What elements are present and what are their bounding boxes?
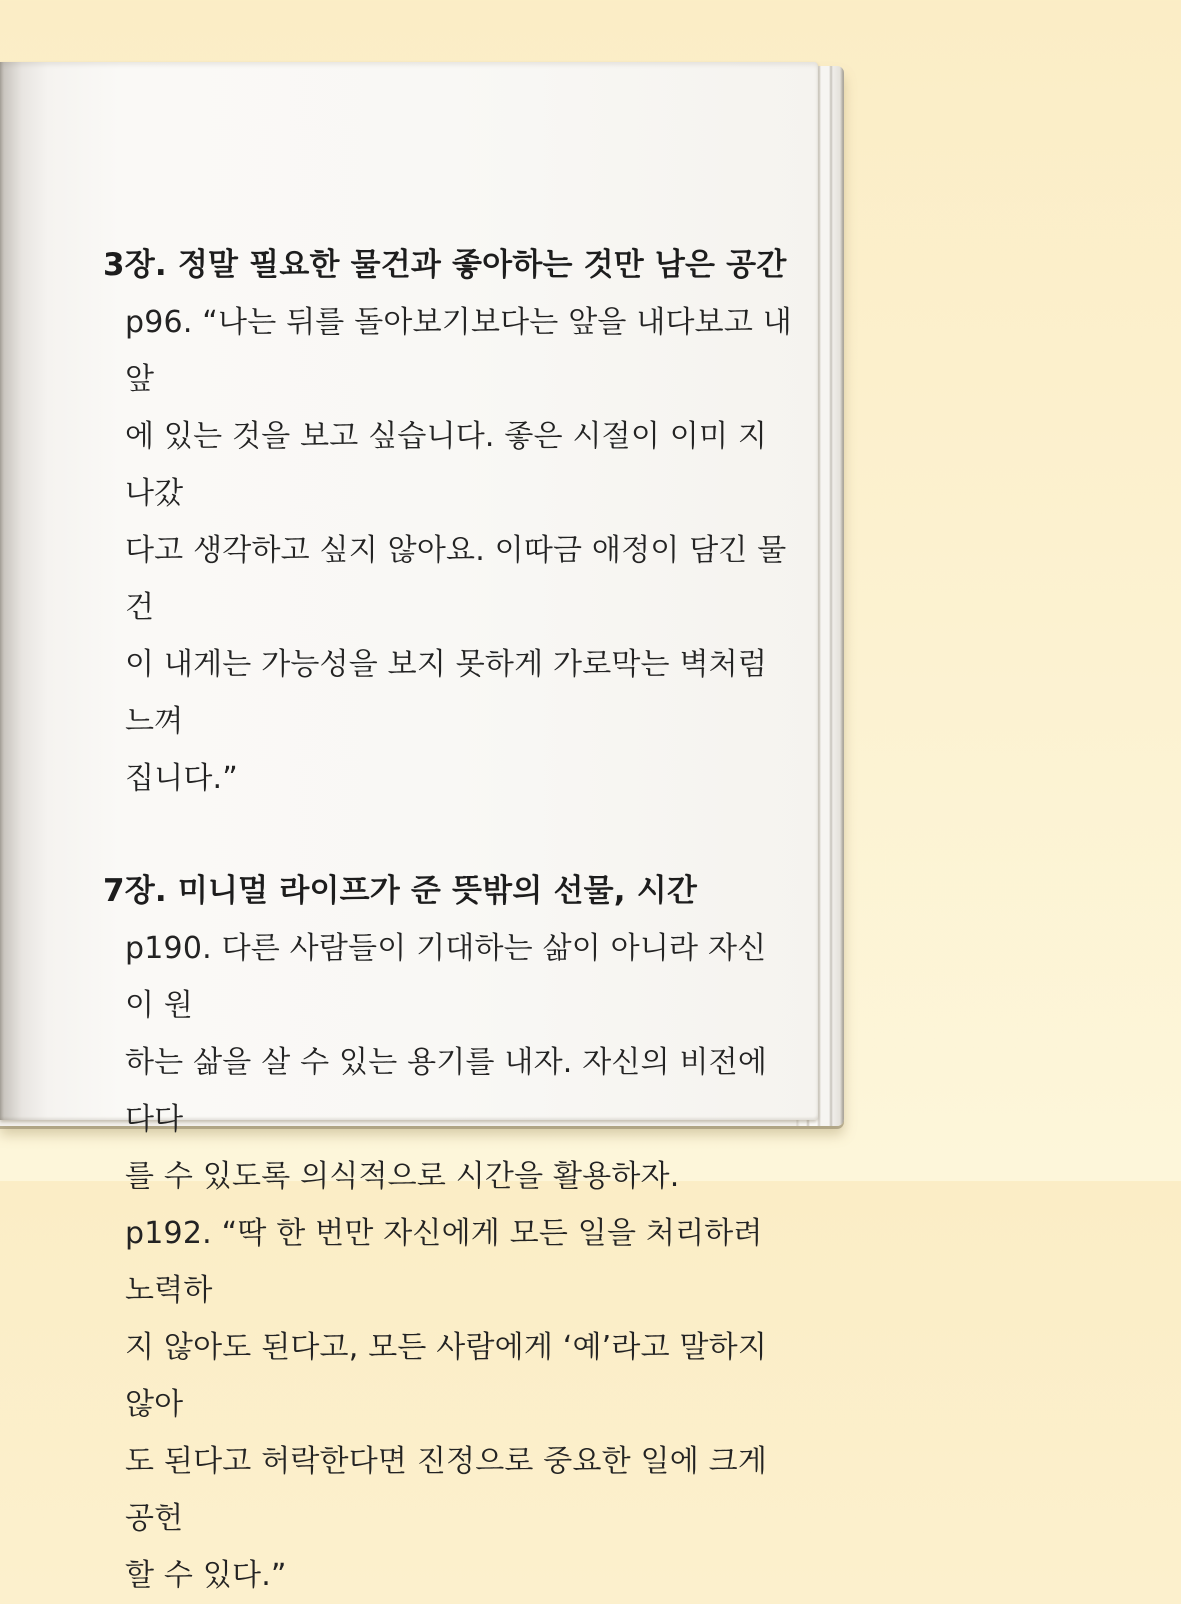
chapter-3-notes <box>103 237 793 807</box>
notebook-page <box>0 62 818 1593</box>
reading-notes <box>103 237 793 1604</box>
quote-line: 를 수 있도록 의식적으로 시간을 활용하자. <box>125 1159 680 1194</box>
quote-line: 에 있는 것을 보고 싶습니다. 좋은 시절이 이미 지나갔 <box>125 419 768 511</box>
quote-line: p190. 다른 사람들이 기대하는 삶이 아니라 자신이 원 <box>125 931 767 1023</box>
quote-line: 지 않아도 된다고, 모든 사람에게 ‘예’라고 말하지 않아 <box>125 1330 768 1422</box>
quote-line: 이 내게는 가능성을 보지 못하게 가로막는 벽처럼 느껴 <box>125 647 768 739</box>
quote-line: 집니다.” <box>125 761 239 796</box>
chapter-3-heading: 3장. 정말 필요한 물건과 좋아하는 것만 남은 공간 <box>103 247 787 283</box>
quote-line: p192. “딱 한 번만 자신에게 모든 일을 처리하려 노력하 <box>125 1216 763 1308</box>
quote-line: 도 된다고 허락한다면 진정으로 중요한 일에 크게 공헌 <box>125 1444 768 1536</box>
quote-line: 하는 삶을 살 수 있는 용기를 내자. 자신의 비전에 다다 <box>125 1045 768 1137</box>
quote-line: 할 수 있다.” <box>125 1558 287 1593</box>
quote-line: 다고 생각하고 싶지 않아요. 이따금 애정이 담긴 물건 <box>125 533 787 625</box>
quote-line: p96. “나는 뒤를 돌아보기보다는 앞을 내다보고 내 앞 <box>125 305 792 397</box>
notebook <box>0 62 844 1593</box>
chapter-7-heading: 7장. 미니멀 라이프가 준 뜻밖의 선물, 시간 <box>103 873 698 909</box>
chapter-7-notes <box>103 863 793 1604</box>
